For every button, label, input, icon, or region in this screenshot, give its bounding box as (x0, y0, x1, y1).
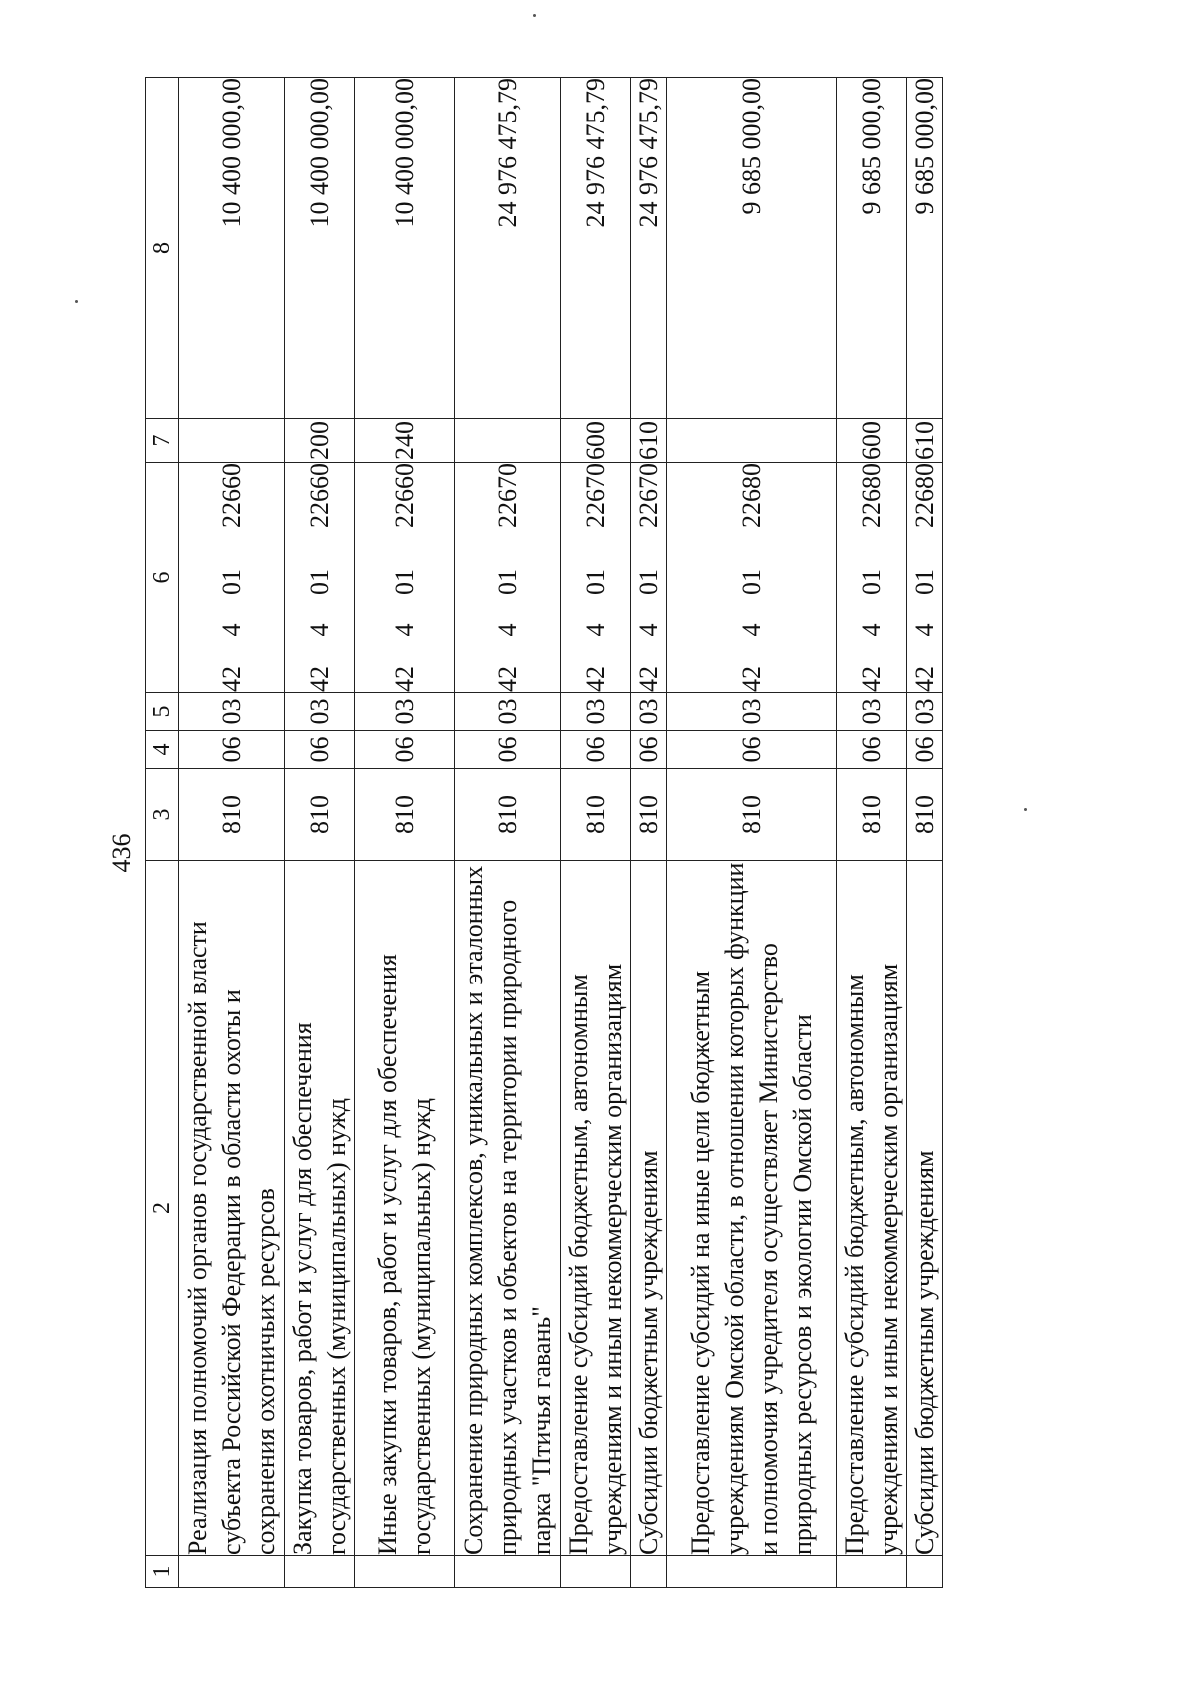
section-cell: 06 (355, 731, 455, 769)
ministry-code-cell: 810 (561, 769, 631, 861)
row-number-cell (837, 1556, 907, 1588)
row-name-cell: Закупка товаров, работ и услуг для обеспечения государственных (муниципальных) нужд (285, 861, 355, 1556)
table-row (355, 78, 455, 1588)
row-number-cell (179, 1556, 285, 1588)
header-cell: 3 (146, 769, 179, 861)
row-name-cell: Сохранение природных комплексов, уникальных и эталонных природных участков и объектов на территории природного парка "Птичья гавань" (455, 861, 561, 1556)
subsection-cell: 03 (355, 693, 455, 731)
expense-type-cell: 200 (285, 419, 355, 463)
csr-part: 42 (492, 666, 522, 692)
row-number-cell (907, 1556, 943, 1588)
csr-part: 22660 (304, 463, 334, 528)
table-row (667, 78, 837, 1588)
expense-type-cell: 600 (837, 419, 907, 463)
expense-type-cell: 600 (561, 419, 631, 463)
expense-type-cell (667, 419, 837, 463)
ministry-code-cell: 810 (667, 769, 837, 861)
expense-type-cell: 610 (631, 419, 667, 463)
header-cell: 8 (146, 78, 179, 419)
row-name-cell: Предоставление субсидий бюджетным, автономным учреждениям и иным некоммерческим организациям (837, 861, 907, 1556)
csr-part: 01 (389, 569, 419, 595)
csr-part: 42 (216, 666, 246, 692)
target-article-cell (631, 463, 667, 693)
csr-part: 22660 (216, 463, 246, 528)
table-row (285, 78, 355, 1588)
csr-part: 22670 (492, 463, 522, 528)
section-cell: 06 (285, 731, 355, 769)
target-article-cell (667, 463, 837, 693)
amount-cell: 9 685 000,00 (667, 78, 837, 419)
row-name-cell: Субсидии бюджетным учреждениям (907, 861, 943, 1556)
ministry-code-cell: 810 (455, 769, 561, 861)
table-row (837, 78, 907, 1588)
page-number: 436 (107, 833, 136, 873)
target-article-cell (455, 463, 561, 693)
expense-type-cell (179, 419, 285, 463)
row-name-cell: Иные закупки товаров, работ и услуг для обеспечения государственных (муниципальных) нужд (355, 861, 455, 1556)
csr-part: 4 (492, 623, 522, 637)
expense-type-cell: 240 (355, 419, 455, 463)
table-row (907, 78, 943, 1588)
table-row (455, 78, 561, 1588)
subsection-cell: 03 (179, 693, 285, 731)
csr-part: 01 (492, 569, 522, 595)
section-cell: 06 (667, 731, 837, 769)
row-name-cell: Реализация полномочий органов государственной власти субъекта Российской Федерации в области охоты и сохранения охотничьих ресурсов (179, 861, 285, 1556)
row-number-cell (455, 1556, 561, 1588)
header-cell: 4 (146, 731, 179, 769)
header-cell: 5 (146, 693, 179, 731)
csr-part: 42 (736, 666, 766, 692)
row-name-cell: Субсидии бюджетным учреждениям (631, 861, 667, 1556)
target-article-cell (837, 463, 907, 693)
csr-part: 42 (304, 666, 334, 692)
section-cell: 06 (561, 731, 631, 769)
subsection-cell: 03 (631, 693, 667, 731)
amount-cell: 10 400 000,00 (179, 78, 285, 419)
section-cell: 06 (179, 731, 285, 769)
csr-part: 22670 (633, 463, 663, 528)
csr-part: 42 (909, 666, 939, 692)
section-cell: 06 (455, 731, 561, 769)
csr-part: 22680 (909, 463, 939, 528)
header-cell: 1 (146, 1556, 179, 1588)
row-number-cell (355, 1556, 455, 1588)
csr-part: 42 (389, 666, 419, 692)
header-cell: 7 (146, 419, 179, 463)
expense-type-cell: 610 (907, 419, 943, 463)
subsection-cell: 03 (561, 693, 631, 731)
subsection-cell: 03 (667, 693, 837, 731)
csr-part: 01 (304, 569, 334, 595)
scan-speck (75, 300, 78, 303)
csr-part: 01 (216, 569, 246, 595)
csr-part: 22660 (389, 463, 419, 528)
subsection-cell: 03 (285, 693, 355, 731)
header-cell: 6 (146, 463, 179, 693)
expense-type-cell (455, 419, 561, 463)
target-article-cell (179, 463, 285, 693)
amount-cell: 24 976 475,79 (455, 78, 561, 419)
header-row (146, 78, 179, 1588)
row-number-cell (285, 1556, 355, 1588)
budget-table-rotated (145, 78, 985, 1588)
amount-cell: 24 976 475,79 (631, 78, 667, 419)
csr-part: 42 (856, 666, 886, 692)
target-article-cell (285, 463, 355, 693)
csr-part: 01 (580, 569, 610, 595)
row-name-cell: Предоставление субсидий бюджетным, автономным учреждениям и иным некоммерческим организациям (561, 861, 631, 1556)
csr-part: 4 (389, 623, 419, 637)
section-cell: 06 (837, 731, 907, 769)
section-cell: 06 (631, 731, 667, 769)
table-row (561, 78, 631, 1588)
row-number-cell (631, 1556, 667, 1588)
row-name-cell: Предоставление субсидий на иные цели бюджетным учреждениям Омской области, в отношении которых функции и полномочия учредителя осуществляет Министерство природных ресурсов и экологии Омской области (667, 861, 837, 1556)
ministry-code-cell: 810 (179, 769, 285, 861)
ministry-code-cell: 810 (285, 769, 355, 861)
csr-part: 4 (856, 623, 886, 637)
csr-part: 01 (633, 569, 663, 595)
csr-part: 22680 (856, 463, 886, 528)
amount-cell: 9 685 000,00 (907, 78, 943, 419)
table-row (631, 78, 667, 1588)
row-number-cell (561, 1556, 631, 1588)
csr-part: 22670 (580, 463, 610, 528)
csr-part: 01 (856, 569, 886, 595)
csr-part: 4 (216, 623, 246, 637)
ministry-code-cell: 810 (837, 769, 907, 861)
csr-part: 4 (909, 623, 939, 637)
csr-part: 4 (736, 623, 766, 637)
csr-part: 4 (580, 623, 610, 637)
table-row (179, 78, 285, 1588)
subsection-cell: 03 (907, 693, 943, 731)
csr-part: 42 (580, 666, 610, 692)
subsection-cell: 03 (837, 693, 907, 731)
csr-part: 4 (304, 623, 334, 637)
ministry-code-cell: 810 (631, 769, 667, 861)
csr-part: 42 (633, 666, 663, 692)
target-article-cell (907, 463, 943, 693)
section-cell: 06 (907, 731, 943, 769)
csr-part: 01 (736, 569, 766, 595)
budget-table (145, 77, 943, 1588)
amount-cell: 10 400 000,00 (355, 78, 455, 419)
amount-cell: 10 400 000,00 (285, 78, 355, 419)
subsection-cell: 03 (455, 693, 561, 731)
target-article-cell (561, 463, 631, 693)
csr-part: 22680 (736, 463, 766, 528)
scan-speck (1024, 808, 1027, 811)
csr-part: 01 (909, 569, 939, 595)
ministry-code-cell: 810 (907, 769, 943, 861)
csr-part: 4 (633, 623, 663, 637)
header-cell: 2 (146, 861, 179, 1556)
amount-cell: 24 976 475,79 (561, 78, 631, 419)
target-article-cell (355, 463, 455, 693)
amount-cell: 9 685 000,00 (837, 78, 907, 419)
scan-speck (533, 14, 536, 17)
ministry-code-cell: 810 (355, 769, 455, 861)
row-number-cell (667, 1556, 837, 1588)
